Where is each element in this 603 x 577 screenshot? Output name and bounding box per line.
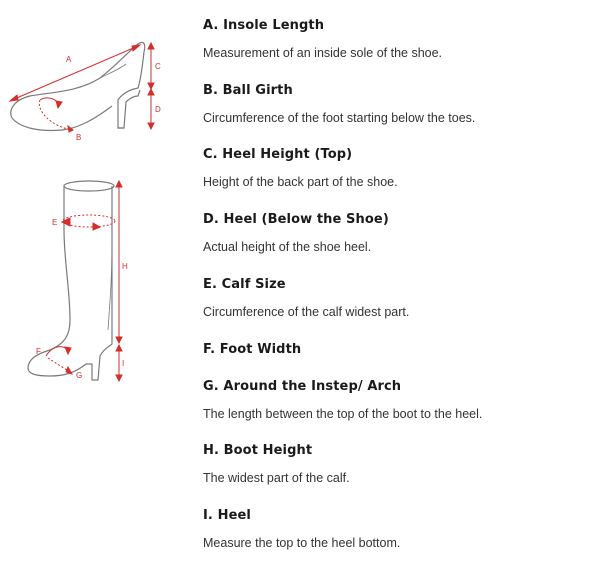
measurement-title: H. Boot Height: [203, 443, 313, 458]
shoe-dimension-a: [10, 45, 140, 101]
boot-letter-e: E: [52, 218, 58, 227]
measurement-title: G. Around the Instep/ Arch: [203, 379, 402, 394]
measurement-title: D. Heel (Below the Shoe): [203, 212, 389, 227]
boot-letter-i: I: [122, 359, 125, 368]
measurement-description: Actual height of the shoe heel.: [203, 240, 372, 254]
shoe-dimension-b: [39, 98, 73, 132]
measurement-description: Measure the top to the heel bottom.: [203, 536, 401, 550]
shoe-letter-d: D: [155, 105, 161, 114]
boot-letter-f: F: [36, 347, 41, 356]
measurement-title: B. Ball Girth: [203, 83, 293, 98]
measurement-title: E. Calf Size: [203, 277, 286, 292]
boot-dimension-g: [48, 358, 72, 374]
boot-dimension-e: [62, 215, 115, 230]
measurement-item-ball-girth: [203, 83, 598, 125]
measurement-item-heel-height-top: [203, 147, 598, 189]
measurement-item-calf-size: [203, 277, 598, 319]
boot-dimension-f: [46, 347, 71, 356]
shoe-dimension-d: [148, 89, 154, 129]
measurement-title: A. Insole Length: [203, 18, 325, 33]
measurement-description: Height of the back part of the shoe.: [203, 175, 398, 189]
boot-outline: [28, 181, 114, 380]
measurement-illustrations: [0, 0, 195, 577]
measurement-item-heel: [203, 508, 598, 550]
measurement-description: The length between the top of the boot to the heel.: [203, 407, 483, 421]
shoe-letter-b: B: [76, 133, 82, 142]
measurement-title: I. Heel: [203, 508, 251, 523]
shoe-dimension-c: [148, 43, 154, 89]
measurement-item-instep-arch: [203, 379, 598, 421]
shoe-letter-a: A: [66, 55, 72, 64]
measurement-item-heel-below-shoe: [203, 212, 598, 254]
pump-shoe-outline: [11, 42, 145, 130]
boot-letter-g: G: [76, 371, 83, 380]
measurement-item-boot-height: [203, 443, 598, 485]
measurement-item-insole-length: [203, 18, 598, 60]
measurement-description: Measurement of an inside sole of the shoe.: [203, 46, 443, 60]
measurement-title: F. Foot Width: [203, 342, 302, 357]
shoe-letter-c: C: [155, 62, 161, 71]
measurement-description: Circumference of the calf widest part.: [203, 305, 410, 319]
boot-letter-h: H: [122, 262, 128, 271]
measurement-description: The widest part of the calf.: [203, 471, 350, 485]
measurement-description: Circumference of the foot starting below the toes.: [203, 111, 476, 125]
measurement-item-foot-width: [203, 342, 598, 357]
measurement-diagram: [0, 0, 195, 577]
measurement-title: C. Heel Height (Top): [203, 147, 353, 162]
